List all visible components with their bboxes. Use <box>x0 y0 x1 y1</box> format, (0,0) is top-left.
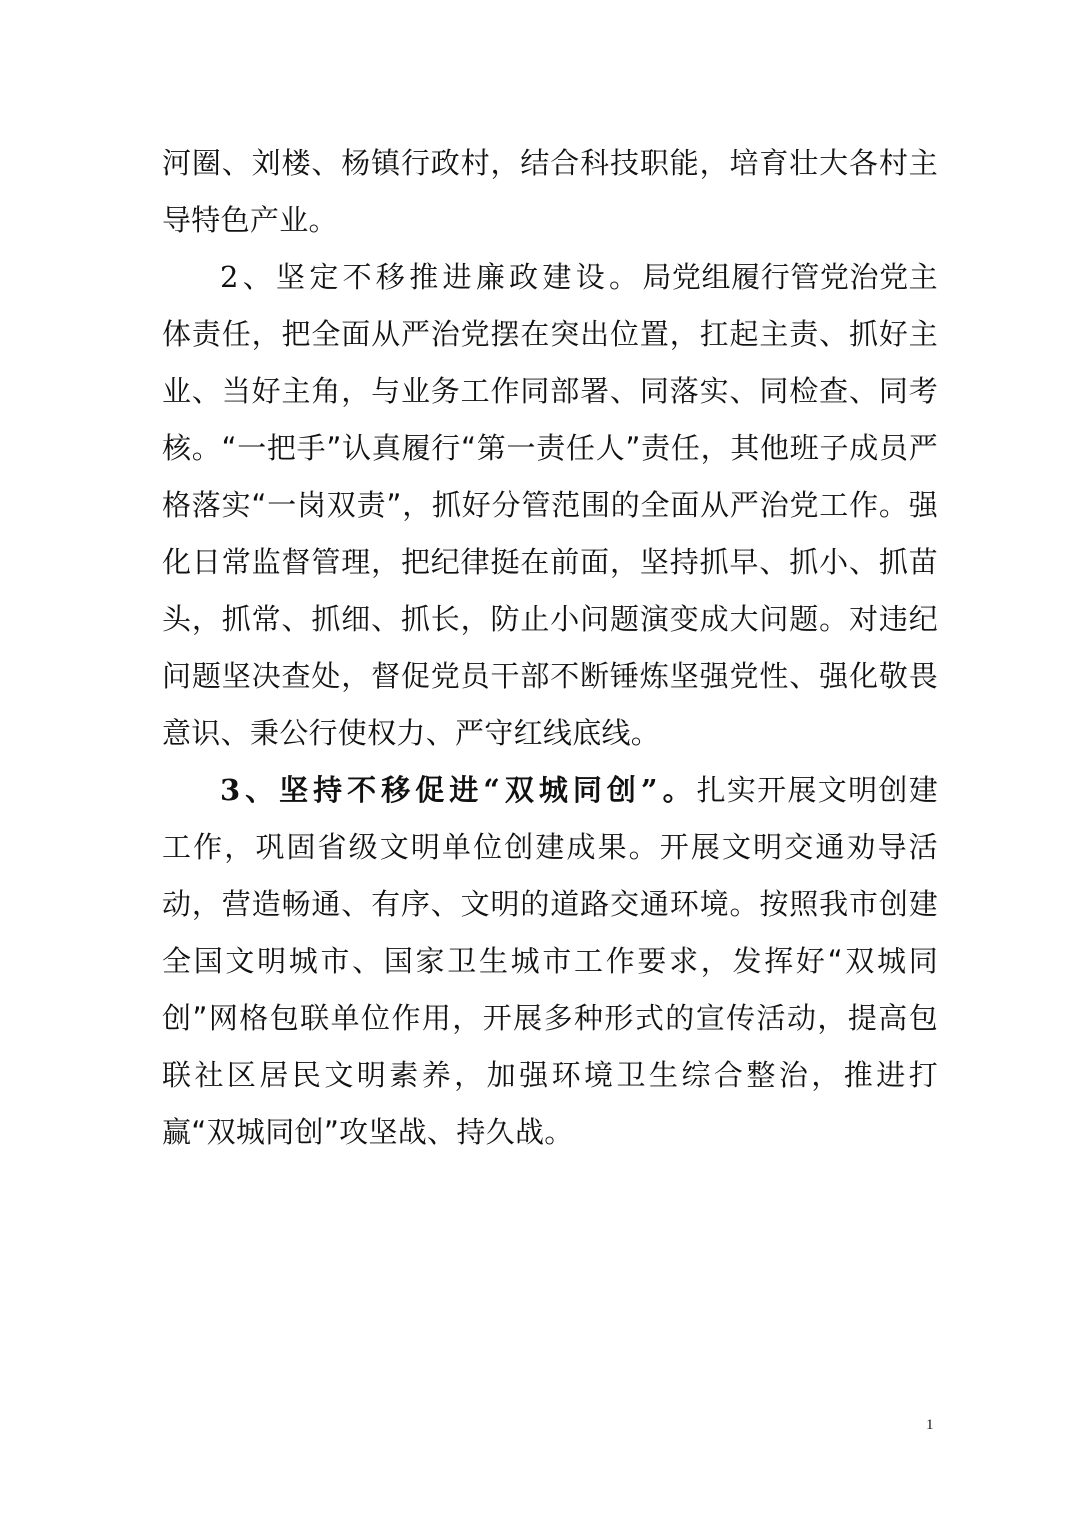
paragraph-text: 扎实开展文明创建工作，巩固省级文明单位创建成果。开展文明交通劝导活动，营造畅通、有序、文明的道路交通环境。按照我市创建全国文明城市、国家卫生城市工作要求，发挥好“双城同创”网格包联单位作用，开展多种形式的宣传活动，提高包联社区居民文明素养，加强环境卫生综合整治，推进打赢“双城同创”攻坚战、持久战。 <box>162 773 938 1149</box>
page-number: 1 <box>926 1417 934 1433</box>
paragraph-double-city-creation <box>162 762 938 1161</box>
document-body <box>162 135 938 1161</box>
paragraph-integrity-building <box>162 249 938 762</box>
paragraph-text: 河圈、刘楼、杨镇行政村，结合科技职能，培育壮大各村主导特色产业。 <box>162 146 938 237</box>
section-heading-2: 2、坚定不移推进廉政建设。 <box>220 260 643 294</box>
paragraph-text: 局党组履行管党治党主体责任，把全面从严治党摆在突出位置，扛起主责、抓好主业、当好主角，与业务工作同部署、同落实、同检查、同考核。“一把手”认真履行“第一责任人”责任，其他班子成员严格落实“一岗双责”，抓好分管范围的全面从严治党工作。强化日常监督管理，把纪律挺在前面，坚持抓早、抓小、抓苗头，抓常、抓细、抓长，防止小问题演变成大问题。对违纪问题坚决查处，督促党员干部不断锤炼坚强党性、强化敬畏意识、秉公行使权力、严守红线底线。 <box>162 260 938 750</box>
paragraph-continuation <box>162 135 938 249</box>
section-heading-3: 3、坚持不移促进“双城同创”。 <box>220 773 697 807</box>
